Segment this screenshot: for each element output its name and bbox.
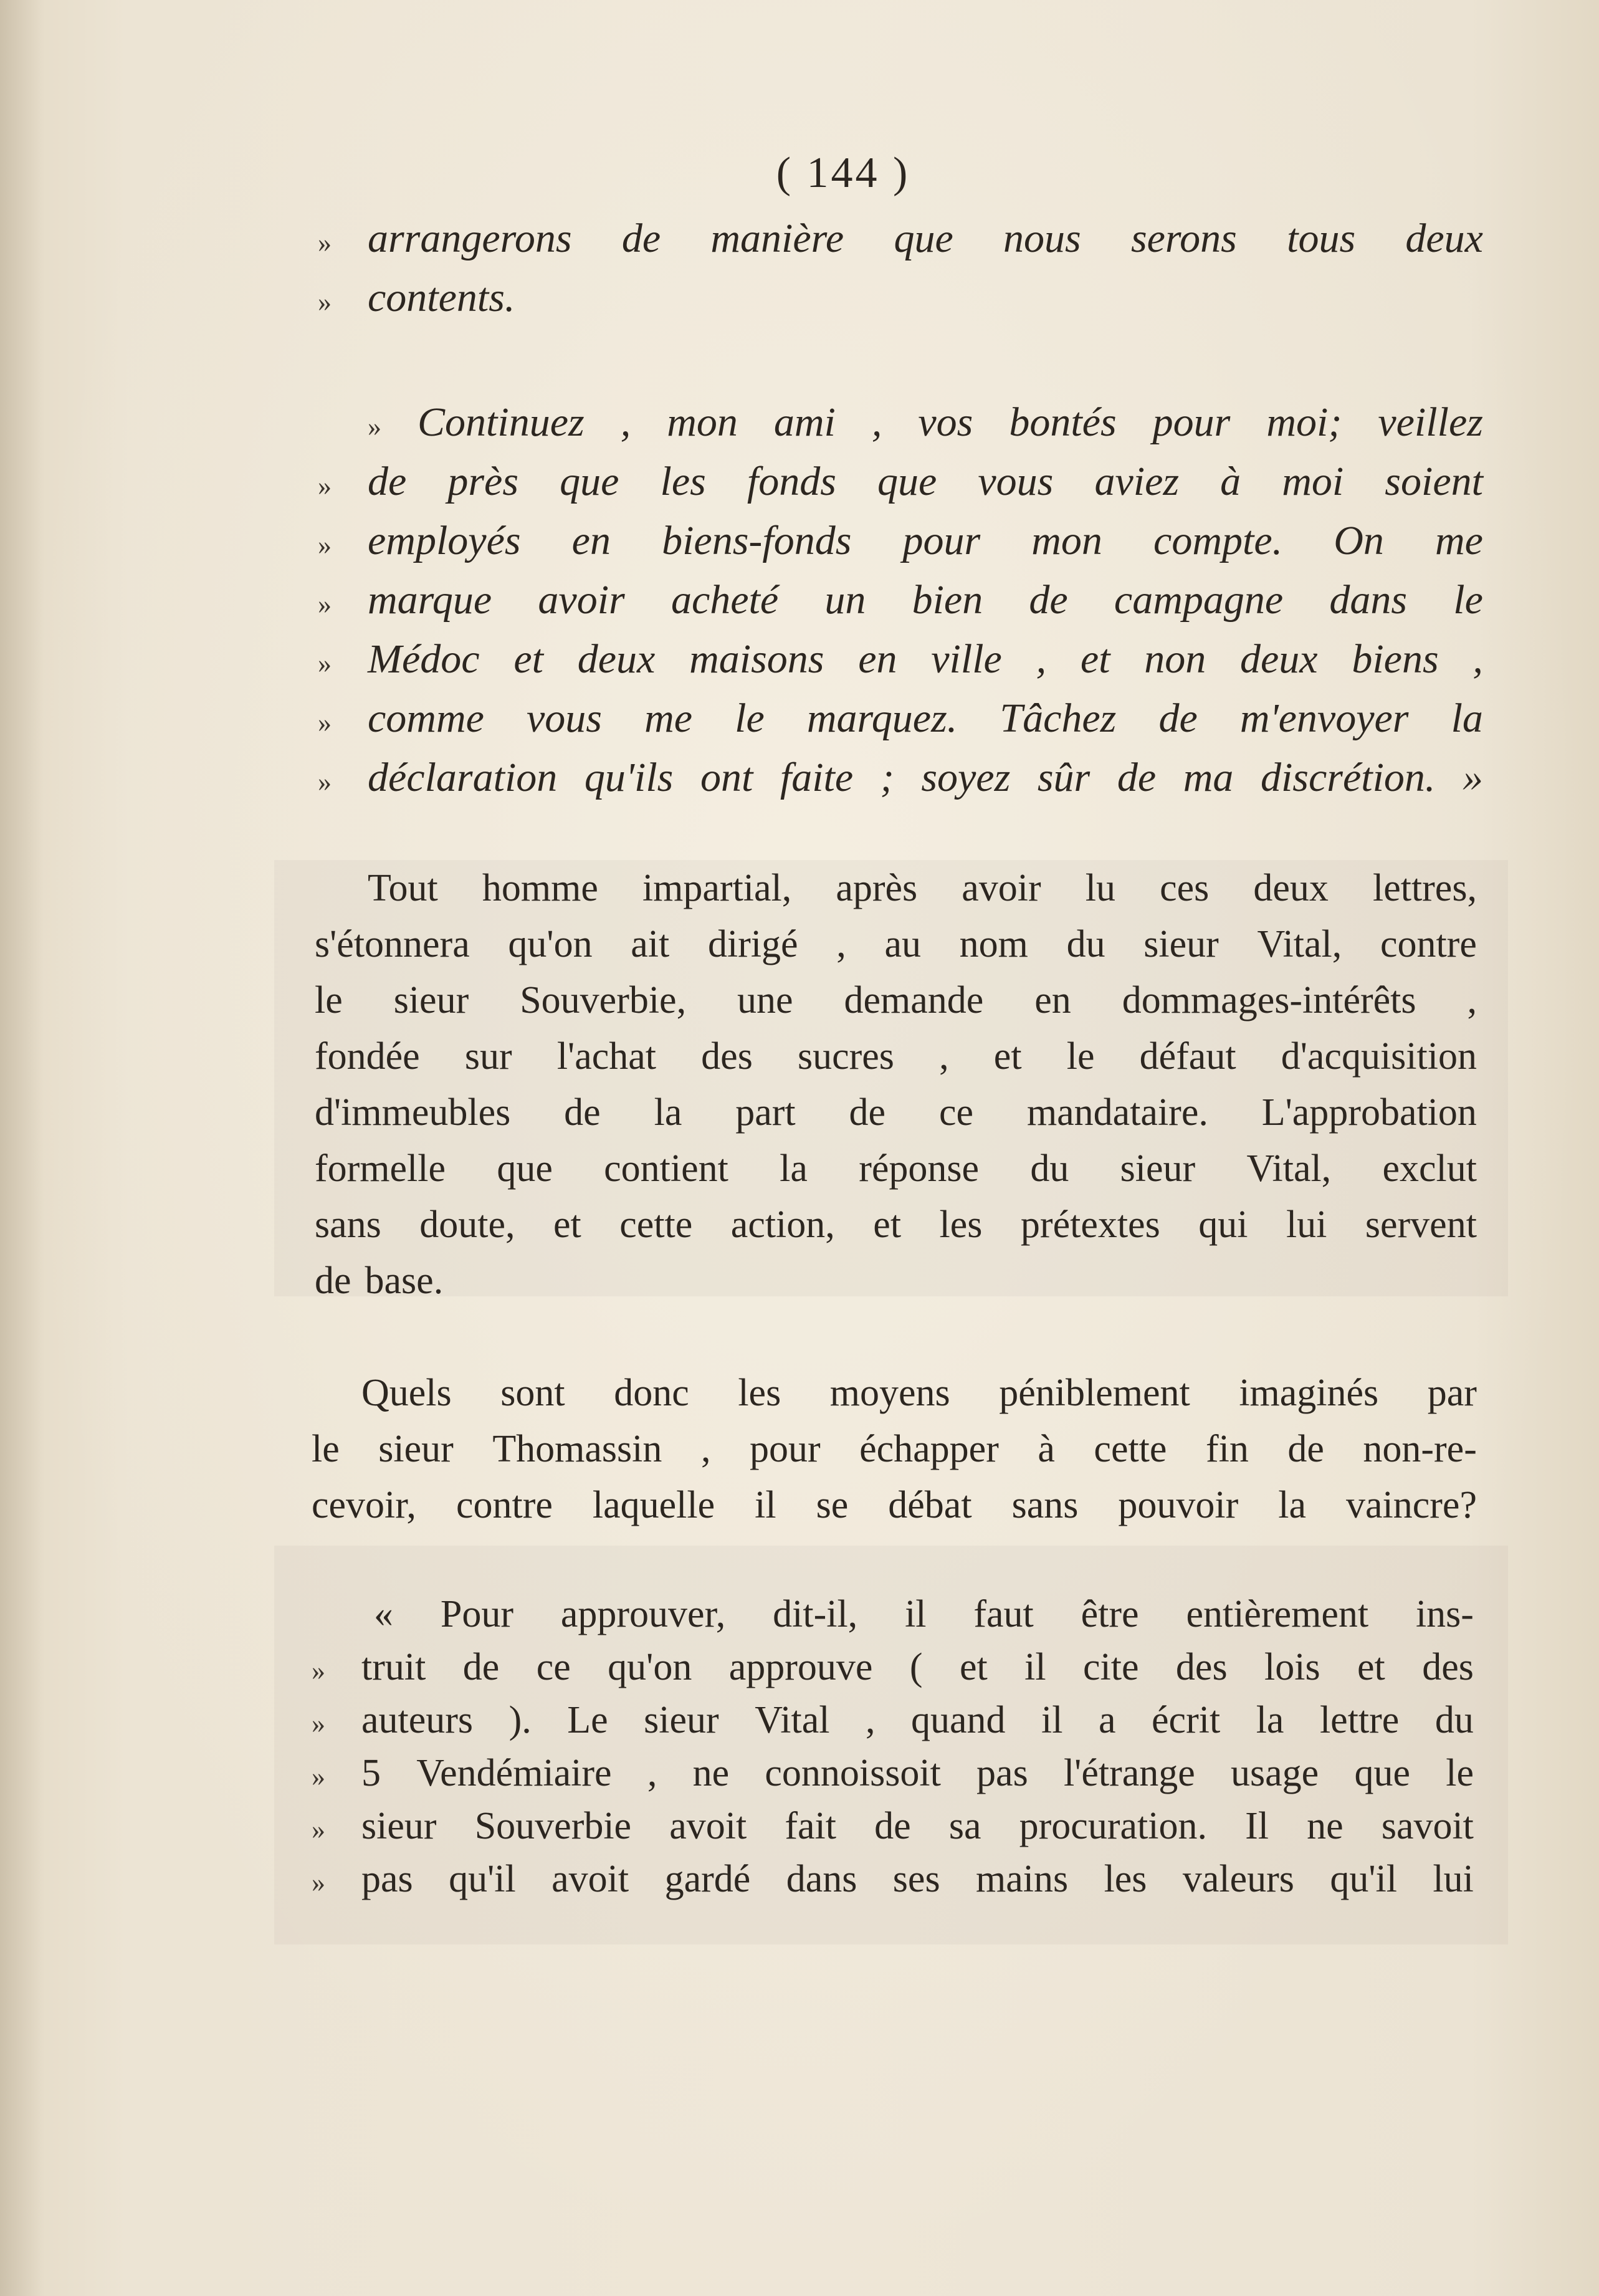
line-text: sans doute, et cette action, et les prétextes qui lui servent	[315, 1203, 1477, 1246]
line-text: cevoir, contre laquelle il se débat sans pouvoir la vaincre?	[312, 1484, 1477, 1526]
quote-mark: »	[312, 1814, 325, 1845]
quote-mark: »	[318, 287, 332, 317]
line-text: truit de ce qu'on approuve ( et il cite des lois et des	[361, 1646, 1474, 1688]
line-text: de près que les fonds que vous aviez à moi soient	[368, 459, 1483, 504]
line-text: le sieur Thomassin , pour échapper à cette fin de non-re-	[312, 1428, 1477, 1470]
quote-mark: »	[312, 1708, 325, 1739]
line-text: de base.	[315, 1260, 444, 1302]
page-gutter-shadow	[0, 0, 44, 2296]
text-line	[318, 754, 1483, 801]
line-text: s'étonnera qu'on ait dirigé , au nom du sieur Vital, contre	[315, 923, 1477, 965]
text-line	[315, 1147, 1477, 1191]
line-text: sieur Souverbie avoit fait de sa procuration. Il ne savoit	[361, 1805, 1474, 1847]
text-line	[368, 866, 1477, 911]
quote-mark: »	[368, 411, 381, 442]
quote-mark: »	[318, 471, 332, 501]
line-text: arrangerons de manière que nous serons tous deux	[368, 216, 1483, 261]
quote-mark: »	[318, 767, 332, 797]
quote-mark: »	[318, 530, 332, 560]
text-line	[318, 576, 1483, 624]
text-line	[315, 1259, 1477, 1303]
line-text: le sieur Souverbie, une demande en dommages-intérêts ,	[315, 979, 1477, 1021]
line-text: Quels sont donc les moyens péniblement imaginés par	[361, 1372, 1477, 1414]
text-line	[318, 215, 1483, 262]
line-text: Médoc et deux maisons en ville , et non deux biens ,	[368, 636, 1483, 682]
text-line	[315, 978, 1477, 1023]
text-line	[312, 1483, 1477, 1528]
line-text: « Pour approuver, dit-il, il faut être entièrement ins-	[374, 1593, 1474, 1635]
line-text: formelle que contient la réponse du sieur Vital, exclut	[315, 1147, 1477, 1190]
text-line	[374, 1592, 1474, 1637]
text-line	[315, 922, 1477, 967]
quote-mark: »	[312, 1655, 325, 1686]
text-line	[318, 636, 1483, 683]
line-text: pas qu'il avoit gardé dans ses mains les valeurs qu'il lui	[361, 1858, 1474, 1900]
line-text: 5 Vendémiaire , ne connoissoit pas l'étrange usage que le	[361, 1752, 1474, 1794]
page-number: ( 144 )	[776, 149, 910, 197]
line-text: marque avoir acheté un bien de campagne dans le	[368, 577, 1483, 623]
line-text: comme vous me le marquez. Tâchez de m'envoyer la	[368, 696, 1483, 741]
text-line	[312, 1751, 1474, 1796]
line-text: fondée sur l'achat des sucres , et le défaut d'acquisition	[315, 1035, 1477, 1078]
text-line	[318, 274, 1483, 322]
quote-mark: »	[318, 227, 332, 258]
text-line	[315, 1091, 1477, 1135]
line-text: Continuez , mon ami , vos bontés pour moi; veillez	[418, 399, 1483, 445]
text-line	[312, 1427, 1477, 1471]
text-line	[368, 399, 1483, 446]
quote-mark: »	[318, 707, 332, 738]
text-line	[318, 695, 1483, 742]
text-line	[312, 1698, 1474, 1743]
line-text: employés en biens-fonds pour mon compte. On me	[368, 518, 1483, 563]
text-line	[312, 1645, 1474, 1690]
line-text: contents.	[368, 275, 515, 320]
text-line	[312, 1804, 1474, 1849]
line-text: déclaration qu'ils ont faite ; soyez sûr de ma discrétion. »	[368, 755, 1483, 800]
text-line	[361, 1371, 1477, 1415]
text-line	[318, 458, 1483, 505]
quote-mark: »	[312, 1867, 325, 1898]
text-line	[315, 1203, 1477, 1247]
quote-mark: »	[318, 589, 332, 619]
text-line	[315, 1035, 1477, 1079]
line-text: Tout homme impartial, après avoir lu ces deux lettres,	[368, 867, 1477, 909]
line-text: auteurs ). Le sieur Vital , quand il a écrit la lettre du	[361, 1699, 1474, 1741]
line-text: d'immeubles de la part de ce mandataire. L'approbation	[315, 1091, 1477, 1134]
text-line	[318, 517, 1483, 565]
text-line	[312, 1857, 1474, 1901]
quote-mark: »	[312, 1761, 325, 1792]
quote-mark: »	[318, 648, 332, 679]
